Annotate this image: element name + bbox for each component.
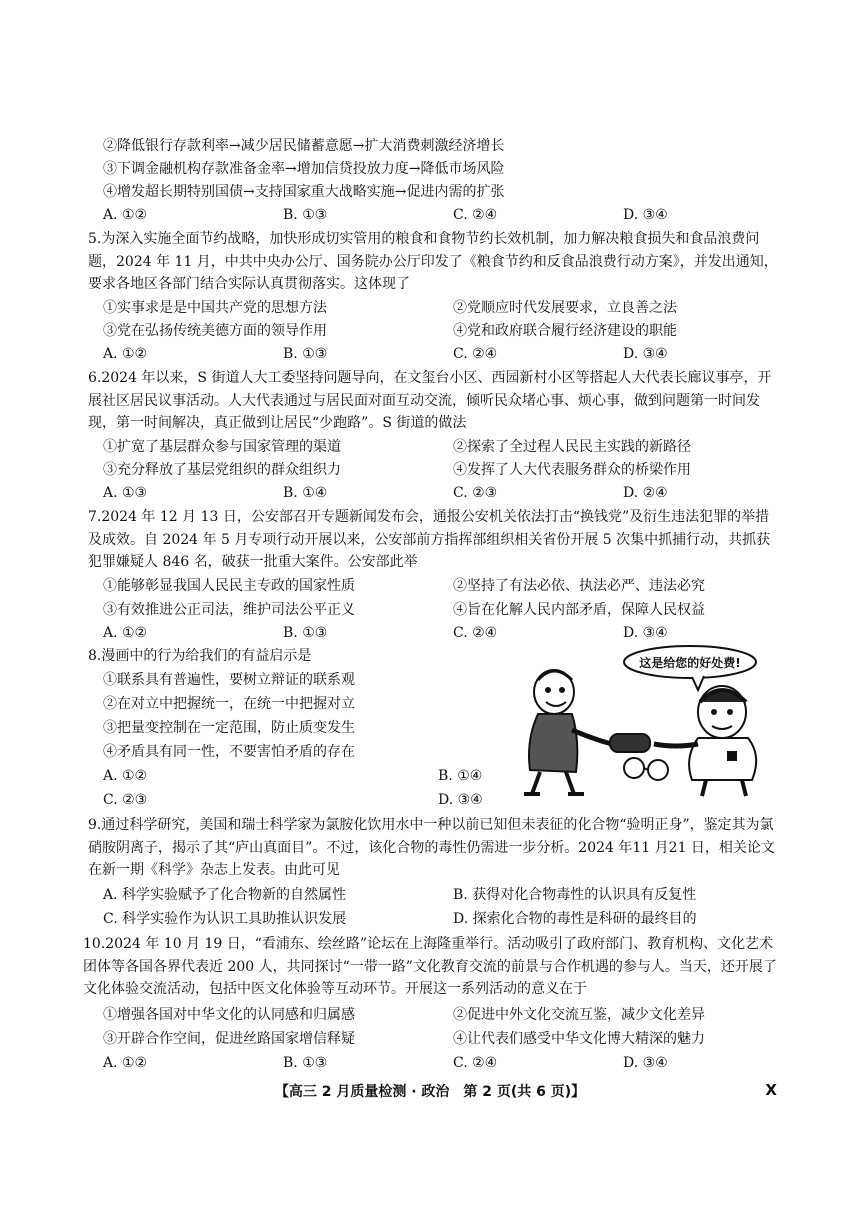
- q4-option-c: C. ②④: [453, 207, 498, 223]
- q6-statement-2: ②探索了全过程人民民主实践的新路径: [453, 439, 691, 455]
- q5-option-d: D. ③④: [623, 346, 668, 362]
- q8-stem: 8.漫画中的行为给我们的有益启示是: [88, 648, 312, 664]
- q4-statement-2: ②降低银行存款利率→减少居民储蓄意愿→扩大消费刺激经济增长: [103, 138, 505, 154]
- q4-statement-3: ③下调金融机构存款准备金率→增加信贷投放力度→降低市场风险: [103, 161, 505, 177]
- q6-option-a: A. ①③: [103, 485, 148, 501]
- paper-code: X: [765, 1081, 777, 1099]
- q9-option-c: C. 科学实验作为认识工具助推认识发展: [103, 911, 347, 927]
- q7-option-b: B. ①③: [283, 625, 328, 641]
- q9-option-d: D. 探索化合物的毒性是科研的最终目的: [453, 911, 697, 927]
- q7-option-c: C. ②④: [453, 625, 498, 641]
- q10-stem: 10.2024 年 10 月 19 日，“看浦东、绘丝路”论坛在上海隆重举行。活动吸引了政府部门、教育机构、文化艺术团体等各国各界代表近 200 人，共同探讨“一带一路”文化教育交流的前景与合作机遇的参与人。当天，还开展了文化体验交流活动，包括中医文化体验等互动环节。开展这一系列活动的意义在于: [83, 936, 777, 997]
- q5-stem: 5.为深入实施全面节约战略，加快形成切实管用的粮食和食物节约长效机制，加力解决粮食损失和食品浪费问题，2024 年 11 月，中共中央办公厅、国务院办公厅印发了《粮食节约和反食品浪费行动方案》，并发出通知，要求各地区各部门结合实际认真贯彻落实。这体现了: [88, 231, 778, 292]
- q8-statement-4: ④矛盾具有同一性，不要害怕矛盾的存在: [103, 744, 355, 760]
- q7-option-d: D. ③④: [623, 625, 668, 641]
- q10-statement-3: ③开辟合作空间，促进丝路国家增信释疑: [103, 1031, 355, 1047]
- q9-option-a: A. 科学实验赋予了化合物新的自然属性: [103, 887, 347, 903]
- speech-bubble-text: 这是给您的好处费!: [639, 656, 741, 670]
- briber-figure: [524, 670, 612, 794]
- q4-option-a: A. ①②: [103, 207, 148, 223]
- q8-statement-1: ①联系具有普遍性，要树立辩证的联系观: [103, 672, 355, 688]
- q7-statement-3: ③有效推进公正司法，维护司法公平正义: [103, 602, 355, 618]
- q10-option-a: A. ①②: [103, 1055, 148, 1071]
- handcuffs: [610, 734, 668, 780]
- official-figure: [654, 686, 756, 796]
- q7-statement-1: ①能够彰显我国人民民主专政的国家性质: [103, 578, 355, 594]
- q7-statement-4: ④旨在化解人民内部矛盾，保障人民权益: [453, 602, 705, 618]
- q9-option-b: B. 获得对化合物毒性的认识具有反复性: [453, 887, 697, 903]
- q9-stem: 9.通过科学研究，美国和瑞士科学家为氯胺化饮用水中一种以前已知但未表征的化合物“验明正身”，鉴定其为氯硝胺阴离子，揭示了其“庐山真面目”。不过，该化合物的毒性仍需进一步分析。2024 年11 月21 日，相关论文在新一期《科学》杂志上发表。由此可见: [88, 817, 775, 878]
- q5-statement-4: ④党和政府联合履行经济建设的职能: [453, 323, 677, 339]
- q5-option-c: C. ②④: [453, 346, 498, 362]
- q10-option-b: B. ①③: [283, 1055, 328, 1071]
- q10-statement-4: ④让代表们感受中华文化博大精深的魅力: [453, 1031, 705, 1047]
- q6-statement-3: ③充分释放了基层党组织的群众组织力: [103, 462, 341, 478]
- q4-option-d: D. ③④: [623, 207, 668, 223]
- bribery-cartoon: [516, 640, 776, 798]
- speech-bubble-tail: [692, 676, 704, 690]
- q4-statement-4: ④增发超长期特别国债→支持国家重大战略实施→促进内需的扩张: [103, 184, 505, 200]
- q5-statement-2: ②党顺应时代发展要求，立良善之法: [453, 300, 677, 316]
- q5-option-a: A. ①②: [103, 346, 148, 362]
- q5-option-b: B. ①③: [283, 346, 328, 362]
- q10-option-c: C. ②④: [453, 1055, 498, 1071]
- q5-statement-3: ③党在弘扬传统美德方面的领导作用: [103, 323, 327, 339]
- q6-stem: 6.2024 年以来，S 街道人大工委坚持问题导向，在文玺台小区、西园新村小区等搭起人大代表长廊议事亭，开展社区居民议事活动。人大代表通过与居民面对面互动交流，倾听民众堵心事、烦心事，做到问题第一时间发现，第一时间解决，真正做到让居民“少跑路”。S 街道的做法: [88, 370, 772, 431]
- q10-statement-2: ②促进中外文化交流互鉴，减少文化差异: [453, 1007, 705, 1023]
- q8-option-a: A. ①②: [103, 768, 148, 784]
- q6-statement-4: ④发挥了人大代表服务群众的桥梁作用: [453, 462, 691, 478]
- q7-statement-2: ②坚持了有法必依、执法必严、违法必究: [453, 578, 705, 594]
- q6-option-b: B. ①④: [283, 485, 328, 501]
- q8-option-b: B. ①④: [438, 768, 483, 784]
- q10-statement-1: ①增强各国对中华文化的认同感和归属感: [103, 1007, 355, 1023]
- q10-option-d: D. ③④: [623, 1055, 668, 1071]
- q8-option-d: D. ③④: [438, 792, 483, 808]
- q8-statement-3: ③把量变控制在一定范围，防止质变发生: [103, 720, 355, 736]
- q7-option-a: A. ①②: [103, 625, 148, 641]
- page-footer: 【高三 2 月质量检测 · 政治 第 2 页(共 6 页)】: [274, 1084, 586, 1100]
- q5-statement-1: ①实事求是是中国共产党的思想方法: [103, 300, 327, 316]
- q4-option-b: B. ①③: [283, 207, 328, 223]
- q6-option-d: D. ②④: [623, 485, 668, 501]
- q8-statement-2: ②在对立中把握统一，在统一中把握对立: [103, 696, 355, 712]
- q6-option-c: C. ②③: [453, 485, 498, 501]
- q8-option-c: C. ②③: [103, 792, 148, 808]
- q6-statement-1: ①扩宽了基层群众参与国家管理的渠道: [103, 439, 341, 455]
- q7-stem: 7.2024 年 12 月 13 日，公安部召开专题新闻发布会，通报公安机关依法打击“换钱党”及衍生违法犯罪的举措及成效。自 2024 年 5 月专项行动开展以来，公安部前方指挥部组织相关省份开展 5 次集中抓捕行动，共抓获犯罪嫌疑人 846 名，破获一批重大案件。公安部此举: [88, 509, 771, 570]
